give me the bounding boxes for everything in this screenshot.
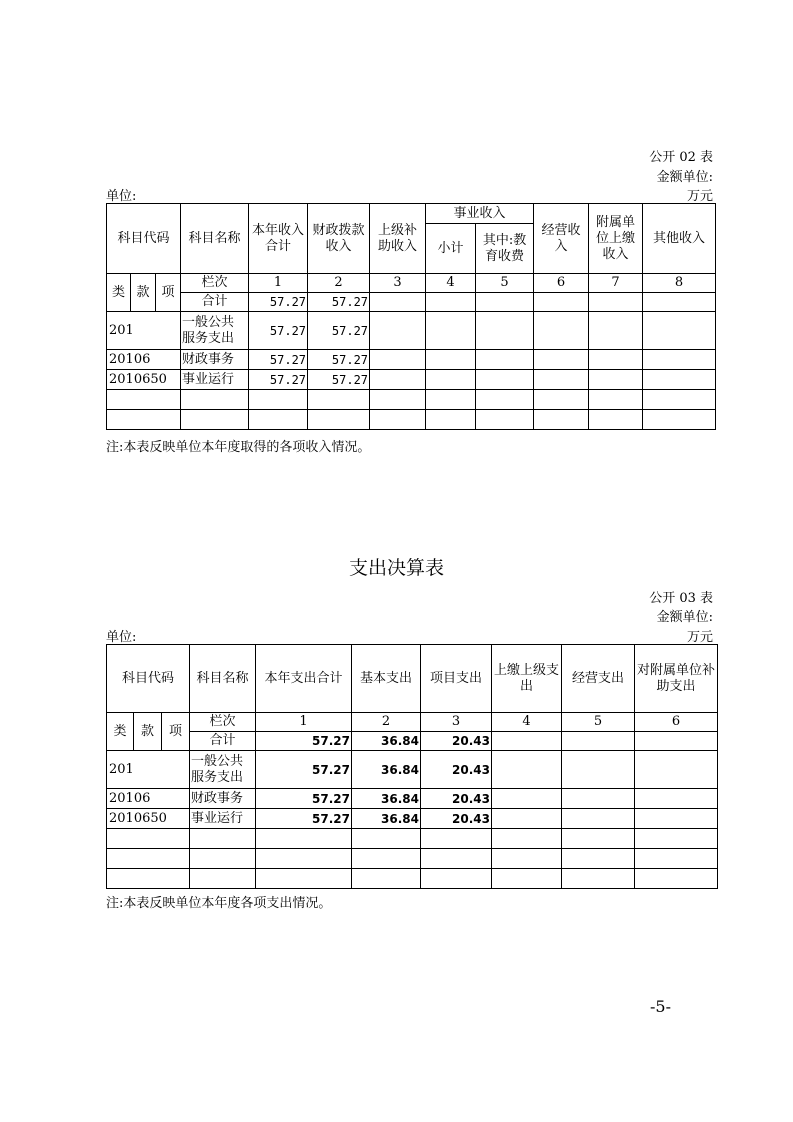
row-project: 20.43	[421, 789, 492, 809]
header-education-fee: 其中:教育收费	[476, 224, 534, 274]
income-unit-value: 万元	[686, 189, 713, 204]
row-basic: 36.84	[352, 789, 421, 809]
table-row	[107, 312, 716, 350]
header-business-income: 事业收入	[426, 204, 534, 224]
row-name: 事业运行	[190, 809, 256, 829]
row-project: 20.43	[421, 751, 492, 789]
col-number: 5	[476, 274, 534, 293]
table-row	[107, 293, 716, 312]
row-total: 57.27	[256, 789, 352, 809]
income-unit-label: 金额单位:	[656, 170, 713, 185]
page-number: -5-	[650, 997, 671, 1016]
header-superior-subsidy: 上级补助收入	[370, 204, 426, 274]
header-subject-code: 科目代码	[107, 645, 190, 713]
row-code: 20106	[107, 350, 181, 370]
expense-table-number: 公开 03 表	[649, 591, 713, 606]
header-other-income: 其他收入	[643, 204, 716, 274]
col-number: 4	[492, 713, 562, 732]
row-name: 财政事务	[181, 350, 249, 370]
row-fiscal: 57.27	[308, 370, 370, 390]
expense-note: 注:本表反映单位本年度各项支出情况。	[106, 896, 332, 911]
row-basic: 36.84	[352, 809, 421, 829]
col-number: 5	[562, 713, 635, 732]
header-xiang: 项	[156, 274, 181, 312]
table-row	[107, 751, 718, 789]
row-total: 57.27	[249, 293, 308, 312]
row-fiscal: 57.27	[308, 293, 370, 312]
table-row-empty	[107, 410, 716, 430]
header-xiang: 项	[162, 713, 190, 751]
header-lei: 类	[107, 713, 134, 751]
row-code: 2010650	[107, 370, 181, 390]
table-row-empty	[107, 849, 718, 869]
col-number: 2	[308, 274, 370, 293]
row-name: 一般公共服务支出	[190, 751, 256, 789]
expense-title: 支出决算表	[348, 557, 444, 579]
table-row	[107, 350, 716, 370]
table-row	[107, 370, 716, 390]
row-total: 57.27	[249, 350, 308, 370]
row-total: 57.27	[256, 809, 352, 829]
income-note: 注:本表反映单位本年度取得的各项收入情况。	[106, 440, 371, 455]
row-name: 事业运行	[181, 370, 249, 390]
expense-table	[106, 644, 718, 889]
col-number: 1	[256, 713, 352, 732]
header-lanci: 栏次	[181, 274, 249, 293]
table-row-empty	[107, 390, 716, 410]
header-total-income: 本年收入合计	[249, 204, 308, 274]
income-table	[106, 203, 716, 430]
header-subtotal: 小计	[426, 224, 476, 274]
row-fiscal: 57.27	[308, 350, 370, 370]
row-fiscal: 57.27	[308, 312, 370, 350]
col-number: 8	[643, 274, 716, 293]
row-code: 201	[107, 751, 190, 789]
header-basic-expense: 基本支出	[352, 645, 421, 713]
table-row	[107, 789, 718, 809]
row-code: 20106	[107, 789, 190, 809]
row-name: 合计	[190, 732, 256, 751]
row-code: 201	[107, 312, 181, 350]
row-basic: 36.84	[352, 751, 421, 789]
header-operating-income: 经营收入	[534, 204, 589, 274]
row-total: 57.27	[256, 732, 352, 751]
col-number: 3	[370, 274, 426, 293]
row-total: 57.27	[256, 751, 352, 789]
row-project: 20.43	[421, 732, 492, 751]
header-affiliated-subsidy: 对附属单位补助支出	[635, 645, 718, 713]
expense-unit-value: 万元	[686, 630, 713, 645]
table-row	[107, 732, 718, 751]
col-number: 6	[635, 713, 718, 732]
header-kuan: 款	[131, 274, 156, 312]
col-number: 6	[534, 274, 589, 293]
header-lanci: 栏次	[190, 713, 256, 732]
header-subject-name: 科目名称	[181, 204, 249, 274]
table-row-empty	[107, 829, 718, 849]
header-superior-payment: 上缴上级支出	[492, 645, 562, 713]
row-name: 合计	[181, 293, 249, 312]
table-row-empty	[107, 869, 718, 889]
table-row	[107, 809, 718, 829]
row-name: 一般公共服务支出	[181, 312, 249, 350]
header-kuan: 款	[134, 713, 162, 751]
header-lei: 类	[107, 274, 131, 312]
header-subject-name: 科目名称	[190, 645, 256, 713]
row-name: 财政事务	[190, 789, 256, 809]
header-subject-code: 科目代码	[107, 204, 181, 274]
header-operating-expense: 经营支出	[562, 645, 635, 713]
header-project-expense: 项目支出	[421, 645, 492, 713]
col-number: 4	[426, 274, 476, 293]
col-number: 3	[421, 713, 492, 732]
header-affiliated-income: 附属单位上缴收入	[589, 204, 643, 274]
expense-org-label: 单位:	[106, 630, 137, 645]
row-total: 57.27	[249, 370, 308, 390]
row-total: 57.27	[249, 312, 308, 350]
expense-unit-label: 金额单位:	[656, 610, 713, 625]
col-number: 2	[352, 713, 421, 732]
row-project: 20.43	[421, 809, 492, 829]
income-org-label: 单位:	[106, 189, 137, 204]
row-code: 2010650	[107, 809, 190, 829]
col-number: 1	[249, 274, 308, 293]
row-basic: 36.84	[352, 732, 421, 751]
header-fiscal-allocation: 财政拨款收入	[308, 204, 370, 274]
col-number: 7	[589, 274, 643, 293]
income-table-number: 公开 02 表	[649, 150, 713, 165]
header-total-expense: 本年支出合计	[256, 645, 352, 713]
